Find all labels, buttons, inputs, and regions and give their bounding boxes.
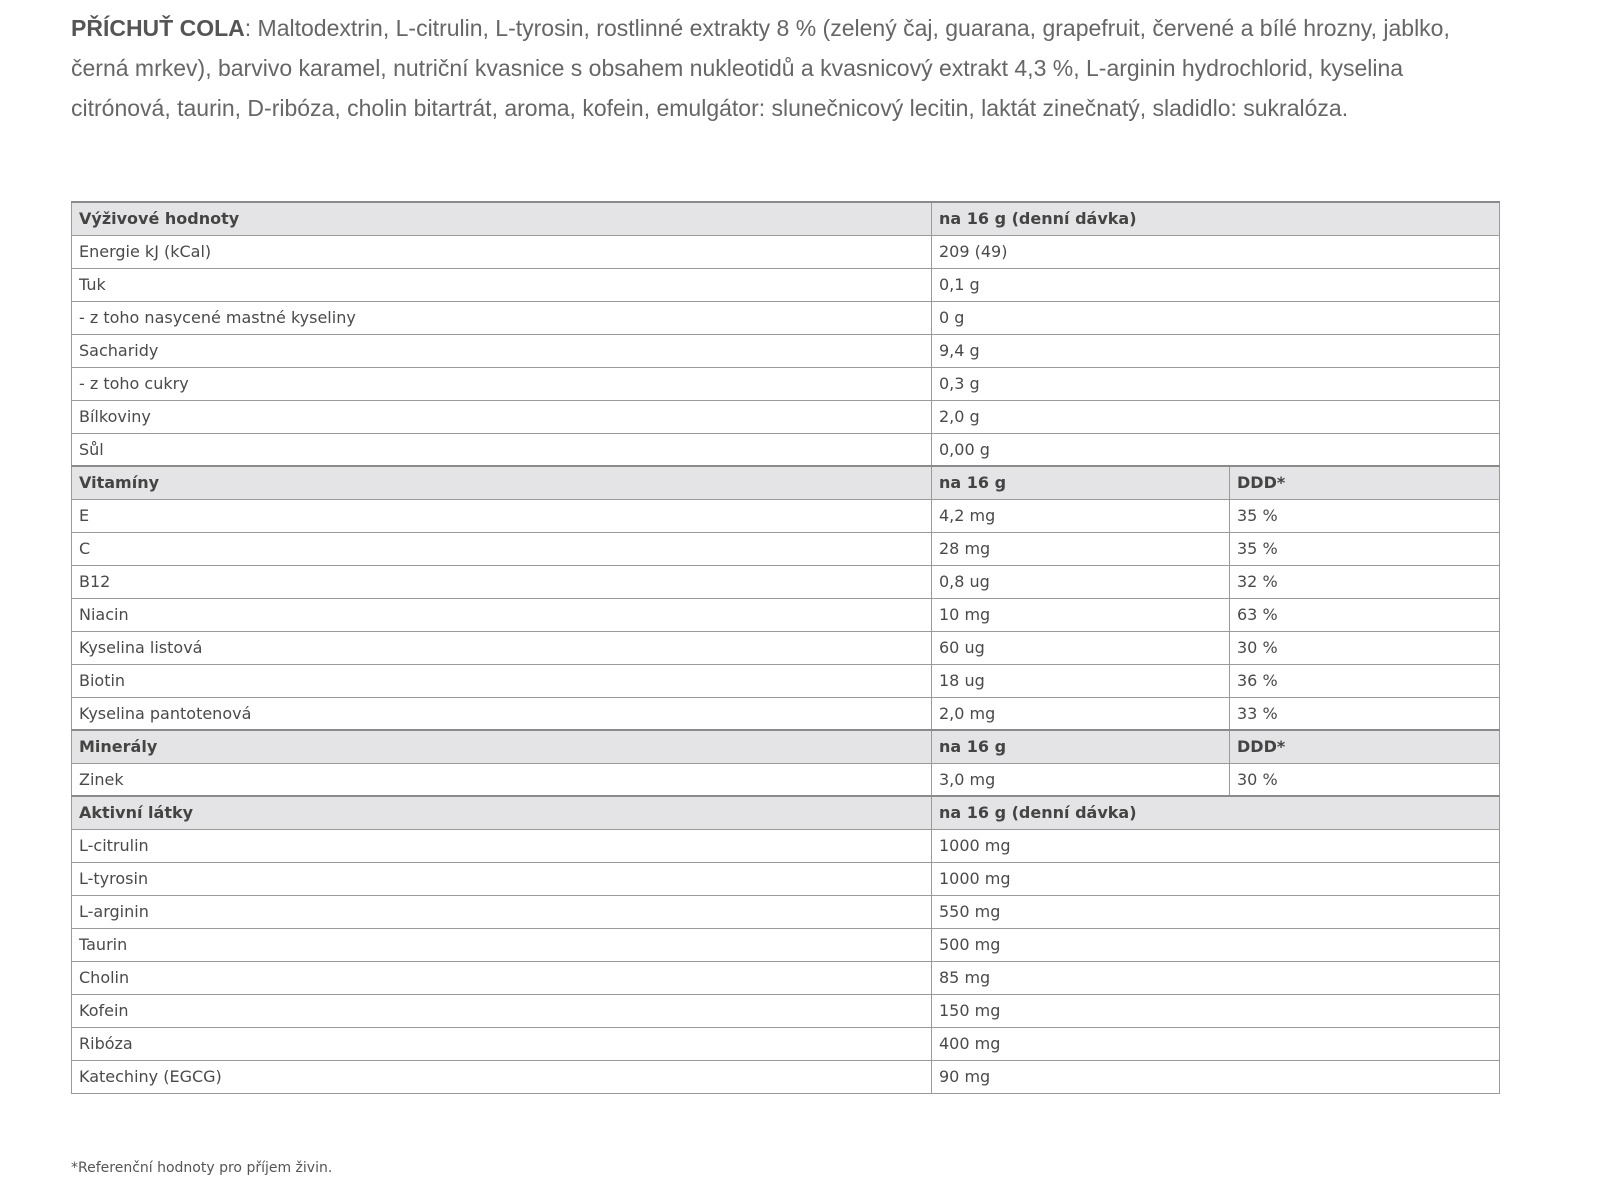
row-value: 28 mg (932, 532, 1230, 565)
footnote: *Referenční hodnoty pro příjem živin. (71, 1160, 333, 1176)
row-label: Sacharidy (72, 334, 932, 367)
table-row (72, 1060, 1500, 1093)
table-row (72, 829, 1500, 862)
row-label: E (72, 499, 932, 532)
column-header: DDD* (1230, 466, 1500, 499)
row-value: 0,00 g (932, 433, 1500, 466)
table-row (72, 664, 1500, 697)
row-value: 9,4 g (932, 334, 1500, 367)
row-label: - z toho nasycené mastné kyseliny (72, 301, 932, 334)
section-title: Výživové hodnoty (72, 202, 932, 235)
column-header: na 16 g (932, 730, 1230, 763)
row-label: Niacin (72, 598, 932, 631)
column-header: na 16 g (denní dávka) (932, 202, 1500, 235)
row-label: Zinek (72, 763, 932, 796)
table-row (72, 367, 1500, 400)
row-value: 60 ug (932, 631, 1230, 664)
vitamins-header-row (72, 466, 1500, 499)
row-value: 90 mg (932, 1060, 1500, 1093)
table-row (72, 400, 1500, 433)
row-value: 0,1 g (932, 268, 1500, 301)
row-value: 85 mg (932, 961, 1500, 994)
section-title: Aktivní látky (72, 796, 932, 829)
row-value: 0 g (932, 301, 1500, 334)
row-value: 18 ug (932, 664, 1230, 697)
row-value: 0,3 g (932, 367, 1500, 400)
table-row (72, 631, 1500, 664)
table-row (72, 268, 1500, 301)
row-value: 500 mg (932, 928, 1500, 961)
table-row (72, 499, 1500, 532)
row-label: - z toho cukry (72, 367, 932, 400)
row-label: Kyselina pantotenová (72, 697, 932, 730)
row-percent: 32 % (1230, 565, 1500, 598)
row-value: 150 mg (932, 994, 1500, 1027)
row-label: Ribóza (72, 1027, 932, 1060)
table-row (72, 301, 1500, 334)
table-row (72, 994, 1500, 1027)
row-label: Biotin (72, 664, 932, 697)
product-info (71, 8, 1501, 1176)
table-row (72, 862, 1500, 895)
section-title: Vitamíny (72, 466, 932, 499)
row-label: Kyselina listová (72, 631, 932, 664)
row-percent: 30 % (1230, 763, 1500, 796)
row-value: 400 mg (932, 1027, 1500, 1060)
row-percent: 35 % (1230, 499, 1500, 532)
table-row (72, 433, 1500, 466)
row-value: 0,8 ug (932, 565, 1230, 598)
row-value: 1000 mg (932, 862, 1500, 895)
row-percent: 30 % (1230, 631, 1500, 664)
flavor-label: PŘÍCHUŤ COLA (71, 15, 245, 41)
row-label: Kofein (72, 994, 932, 1027)
row-value: 209 (49) (932, 235, 1500, 268)
row-value: 1000 mg (932, 829, 1500, 862)
row-percent: 36 % (1230, 664, 1500, 697)
nutrition-table (71, 201, 1500, 1094)
row-value: 550 mg (932, 895, 1500, 928)
table-row (72, 565, 1500, 598)
table-row (72, 334, 1500, 367)
row-value: 3,0 mg (932, 763, 1230, 796)
row-label: L-citrulin (72, 829, 932, 862)
column-header: DDD* (1230, 730, 1500, 763)
table-row (72, 598, 1500, 631)
table-row (72, 961, 1500, 994)
row-percent: 33 % (1230, 697, 1500, 730)
row-percent: 63 % (1230, 598, 1500, 631)
section-title: Minerály (72, 730, 932, 763)
row-label: Sůl (72, 433, 932, 466)
row-value: 4,2 mg (932, 499, 1230, 532)
row-label: Bílkoviny (72, 400, 932, 433)
table-row (72, 697, 1500, 730)
table-row (72, 928, 1500, 961)
row-value: 2,0 g (932, 400, 1500, 433)
nutrition-header-row (72, 202, 1500, 235)
row-label: Taurin (72, 928, 932, 961)
table-row (72, 763, 1500, 796)
row-label: B12 (72, 565, 932, 598)
table-row (72, 895, 1500, 928)
minerals-header-row (72, 730, 1500, 763)
row-value: 2,0 mg (932, 697, 1230, 730)
row-label: L-tyrosin (72, 862, 932, 895)
row-label: Cholin (72, 961, 932, 994)
row-label: Tuk (72, 268, 932, 301)
row-label: C (72, 532, 932, 565)
active-header-row (72, 796, 1500, 829)
row-value: 10 mg (932, 598, 1230, 631)
row-percent: 35 % (1230, 532, 1500, 565)
ingredients-list: : Maltodextrin, L-citrulin, L-tyrosin, rostlinné extrakty 8 % (zelený čaj, guarana, grapefruit, červené a bílé hrozny, jablko, černá mrkev), barvivo karamel, nutriční kvasnice s obsahem nukleotidů a kvasnicový extrakt 4,3 %, L-arginin hydrochlorid, kyselina citrónová, taurin, D-ribóza, cholin bitartrát, aroma, kofein, emulgátor: slunečnicový lecitin, laktát zinečnatý, sladidlo: sukralóza. (71, 15, 1450, 121)
table-row (72, 1027, 1500, 1060)
row-label: Energie kJ (kCal) (72, 235, 932, 268)
column-header: na 16 g (denní dávka) (932, 796, 1500, 829)
column-header: na 16 g (932, 466, 1230, 499)
row-label: L-arginin (72, 895, 932, 928)
ingredients-text (71, 8, 1501, 128)
table-row (72, 532, 1500, 565)
row-label: Katechiny (EGCG) (72, 1060, 932, 1093)
table-row (72, 235, 1500, 268)
